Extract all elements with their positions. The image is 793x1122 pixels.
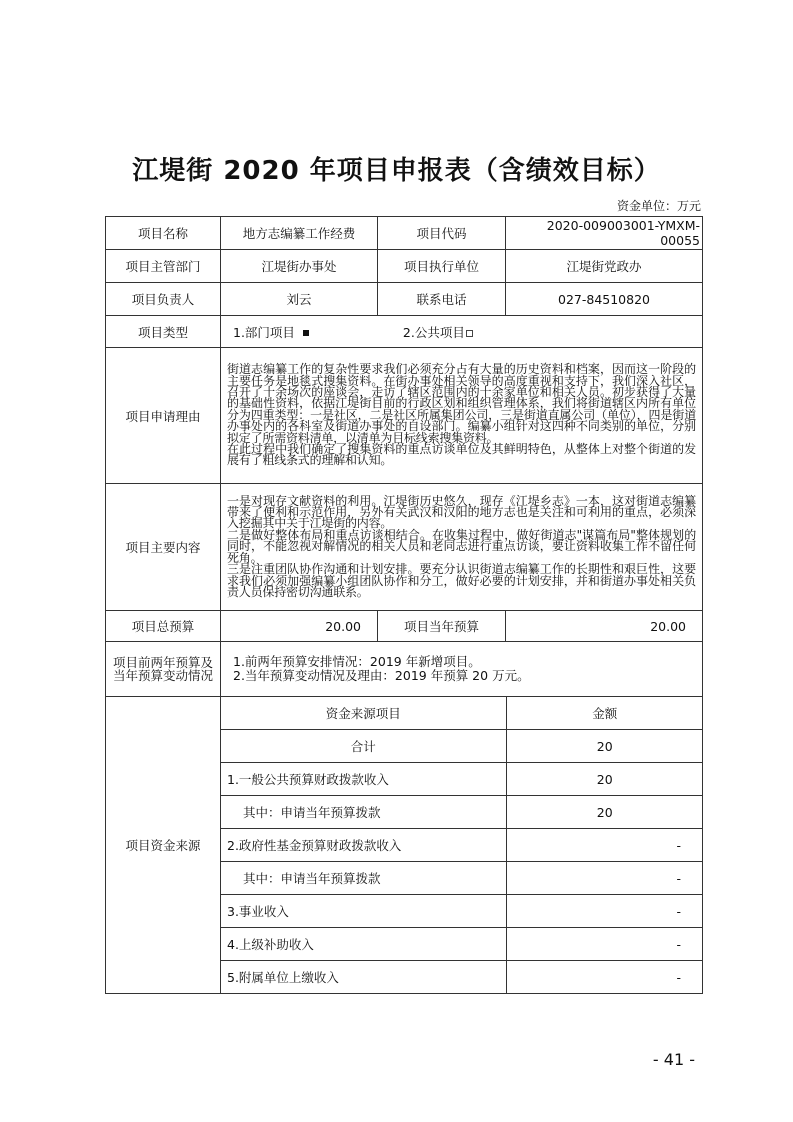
checked-square-icon: [303, 330, 309, 336]
funding-subtable: [221, 697, 703, 993]
value-phone: 027-84510820: [506, 283, 703, 316]
value-project-type: [221, 316, 703, 348]
value-project-name: 地方志编纂工作经费: [221, 217, 378, 250]
label-content: 项目主要内容: [106, 484, 221, 611]
funding-amount: -: [506, 829, 703, 862]
funding-source: 2.政府性基金预算财政拨款收入: [221, 829, 506, 862]
value-content: [221, 484, 703, 611]
content-paragraph: 一是对现存文献资料的利用。江堤街历史悠久，现存《江堤乡志》一本，这对街道志编纂带来了便利和示范作用，另外有关武汉和汉阳的地方志也是关注和可利用的重点，必须深入挖掘其中关于江堤街的内容。: [227, 493, 696, 531]
value-exec-unit: 江堤街党政办: [506, 250, 703, 283]
row-reason: [106, 348, 703, 484]
label-department: 项目主管部门: [106, 250, 221, 283]
funding-amount: 20: [506, 796, 703, 829]
reason-paragraph: 街道志编纂工作的复杂性要求我们必须充分占有大量的历史资料和档案，因而这一阶段的主要任务是地毯式搜集资料。在街办事处相关领导的高度重视和支持下，我们深入社区，召开了十余场次的座谈会，走访了辖区范围内的十余家单位和相关人员。初步获得了大量的基础性资料，依据江堤街目前的行政区划和组织管理体系，我们将街道辖区内所有单位分为四重类型：一是社区，二是社区所属集团公司，三是街道直属公司（单位），四是街道办事处内的各科室及街道办事处的自设部门。编纂小组针对这四种不同类别的单位，分别拟定了所需资料清单，以清单为目标线索搜集资料。: [227, 362, 696, 445]
budget-change-line: 2.当年预算变动情况及理由：2019 年预算 20 万元。: [233, 668, 530, 683]
type-option-department: 1.部门项目: [233, 324, 295, 340]
label-total-budget: 项目总预算: [106, 611, 221, 642]
value-budget-change: [221, 642, 703, 697]
funding-amount: 20: [506, 763, 703, 796]
funding-row: [221, 862, 703, 895]
funding-source: 5.附属单位上缴收入: [221, 961, 506, 994]
value-total-budget: 20.00: [221, 611, 378, 642]
funding-source: 其中：申请当年预算拨款: [221, 862, 506, 895]
funding-row: [221, 763, 703, 796]
funding-row: [221, 928, 703, 961]
row-budget-change: [106, 642, 703, 697]
label-funding-source: 项目资金来源: [106, 697, 221, 994]
header-source: 资金来源项目: [221, 697, 506, 730]
funding-amount: 20: [506, 730, 703, 763]
funding-source: 4.上级补助收入: [221, 928, 506, 961]
funding-source: 合计: [221, 730, 506, 763]
label-project-type: 项目类型: [106, 316, 221, 348]
funding-source: 3.事业收入: [221, 895, 506, 928]
content-paragraph: 三是注重团队协作沟通和计划安排。要充分认识街道志编纂工作的长期性和艰巨性，这要求我们必须加强编纂小组团队协作和分工，做好必要的计划安排，并和街道办事处相关负责人员保持密切沟通联系。: [227, 562, 696, 599]
label-phone: 联系电话: [378, 283, 506, 316]
funding-row: [221, 961, 703, 994]
project-application-table: [105, 216, 703, 994]
type-option-public: 2.公共项目: [402, 324, 465, 340]
label-project-code: 项目代码: [378, 217, 506, 250]
unchecked-square-icon: [466, 330, 473, 337]
label-owner: 项目负责人: [106, 283, 221, 316]
reason-paragraph: 在此过程中我们确定了搜集资料的重点访谈单位及其鲜明特色，从整体上对整个街道的发展有了粗线条式的理解和认知。: [227, 442, 696, 468]
funding-header-row: [221, 697, 703, 730]
funding-amount: -: [506, 895, 703, 928]
funding-amount: -: [506, 928, 703, 961]
row-owner: [106, 283, 703, 316]
row-budget: [106, 611, 703, 642]
funding-row: [221, 895, 703, 928]
funding-source: 其中：申请当年预算拨款: [221, 796, 506, 829]
funding-row: [221, 829, 703, 862]
budget-change-line: 1.前两年预算安排情况：2019 年新增项目。: [233, 654, 481, 669]
label-project-name: 项目名称: [106, 217, 221, 250]
value-project-code: 2020-009003001-YMXM-00055: [506, 217, 703, 250]
value-reason: [221, 348, 703, 484]
row-project-type: [106, 316, 703, 348]
funding-row: [221, 796, 703, 829]
label-reason: 项目申请理由: [106, 348, 221, 484]
content-paragraph: 二是做好整体布局和重点访谈相结合。在收集过程中，做好街道志"谋篇布局"整体规划的同时，不能忽视对解情况的相关人员和老同志进行重点访谈，要让资料收集工作不留任何死角。: [227, 527, 696, 565]
funding-amount: -: [506, 862, 703, 895]
funding-subtable-cell: [221, 697, 703, 994]
funding-amount: -: [676, 969, 681, 985]
page-number: - 41 -: [652, 1050, 695, 1069]
label-budget-change: 项目前两年预算及当年预算变动情况: [106, 642, 221, 697]
row-funding-source: [106, 697, 703, 994]
currency-unit-note: 资金单位：万元: [616, 199, 701, 213]
value-department: 江堤街办事处: [221, 250, 378, 283]
label-exec-unit: 项目执行单位: [378, 250, 506, 283]
value-year-budget: 20.00: [506, 611, 703, 642]
row-content: [106, 484, 703, 611]
row-department: [106, 250, 703, 283]
label-year-budget: 项目当年预算: [378, 611, 506, 642]
funding-source: 1.一般公共预算财政拨款收入: [221, 763, 506, 796]
value-owner: 刘云: [221, 283, 378, 316]
funding-row: [221, 730, 703, 763]
page-title: 江堤街 2020 年项目申报表（含绩效目标）: [132, 156, 661, 186]
row-project-name: [106, 217, 703, 250]
header-amount: 金额: [506, 697, 703, 730]
